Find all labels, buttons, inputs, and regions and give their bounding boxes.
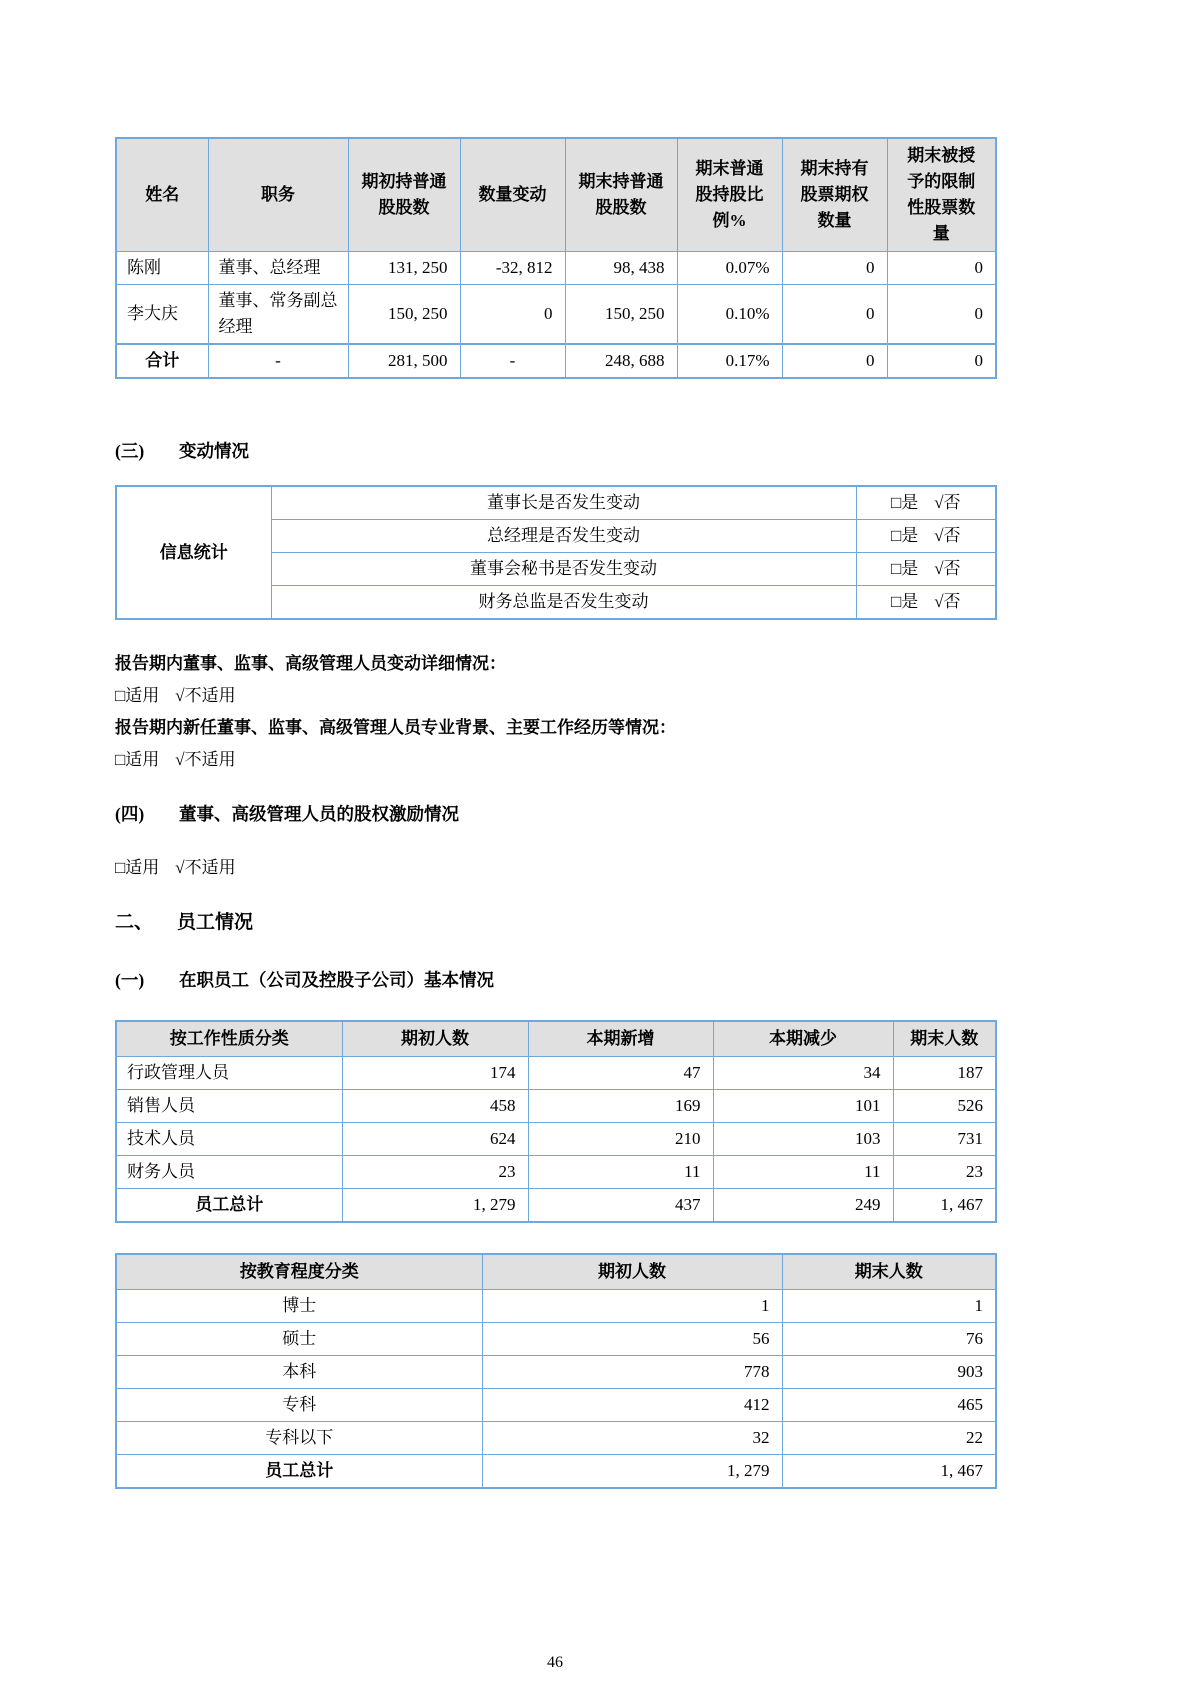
chapter-title: 员工情况 — [177, 912, 254, 933]
checkbox-applicable: □适用 — [115, 686, 160, 705]
table-cell: 0.07% — [677, 252, 782, 285]
table-cell — [856, 586, 996, 620]
table-cell: 169 — [528, 1090, 713, 1123]
column-header: 本期新增 — [528, 1021, 713, 1057]
table-cell: 210 — [528, 1123, 713, 1156]
table-cell: 76 — [782, 1323, 996, 1356]
column-header: 姓名 — [116, 138, 208, 252]
table-cell: 150, 250 — [565, 285, 677, 345]
table-cell: 465 — [782, 1389, 996, 1422]
table-total-row — [116, 344, 996, 378]
shareholding-table — [115, 137, 997, 379]
table-row — [116, 1422, 996, 1455]
section-title: 董事、高级管理人员的股权激励情况 — [179, 804, 459, 824]
column-header: 期初持普通股股数 — [348, 138, 460, 252]
table-cell: 行政管理人员 — [116, 1057, 342, 1090]
note-line: 报告期内董事、监事、高级管理人员变动详细情况： — [115, 654, 506, 673]
section-title: 变动情况 — [179, 441, 249, 461]
table-cell: 458 — [342, 1090, 528, 1123]
check-not-applicable: √不适用 — [175, 858, 236, 877]
table-cell: 281, 500 — [348, 344, 460, 378]
staff-by-function-table — [115, 1020, 997, 1223]
applicability-line — [115, 680, 995, 712]
table-header-row — [116, 1254, 996, 1290]
table-cell: 董事会秘书是否发生变动 — [271, 553, 856, 586]
check-no: √否 — [934, 493, 961, 512]
checkbox-yes: □是 — [890, 592, 919, 611]
table-cell: 22 — [782, 1422, 996, 1455]
table-row — [116, 486, 996, 520]
table-cell: 778 — [482, 1356, 782, 1389]
table-total-row — [116, 1189, 996, 1223]
column-header: 期初人数 — [342, 1021, 528, 1057]
section-number: (三) — [115, 441, 145, 461]
table-cell: 98, 438 — [565, 252, 677, 285]
table-cell: 174 — [342, 1057, 528, 1090]
applicability-line — [115, 852, 995, 884]
table-cell: 34 — [713, 1057, 893, 1090]
table-cell: 0 — [782, 285, 887, 345]
table-cell: 412 — [482, 1389, 782, 1422]
column-header: 期末持有股票期权数量 — [782, 138, 887, 252]
table-cell: 董事长是否发生变动 — [271, 486, 856, 520]
table-cell: 0 — [782, 344, 887, 378]
table-header-row — [116, 1021, 996, 1057]
table-row — [116, 252, 996, 285]
section-number: (一) — [115, 970, 145, 990]
table-cell: 56 — [482, 1323, 782, 1356]
table-cell: - — [208, 344, 348, 378]
table-cell: - — [460, 344, 565, 378]
table-cell: 博士 — [116, 1290, 482, 1323]
column-header: 按教育程度分类 — [116, 1254, 482, 1290]
table-cell: 248, 688 — [565, 344, 677, 378]
table-row — [116, 1323, 996, 1356]
table-cell: 1, 279 — [482, 1455, 782, 1489]
table-row — [116, 1057, 996, 1090]
section-heading-staff-basic — [115, 968, 995, 992]
applicability-line — [115, 744, 995, 776]
staff-by-education-table — [115, 1253, 997, 1489]
table-row — [116, 1389, 996, 1422]
column-header: 数量变动 — [460, 138, 565, 252]
table-cell: 硕士 — [116, 1323, 482, 1356]
table-cell — [856, 486, 996, 520]
table-cell: 0 — [782, 252, 887, 285]
table-cell — [856, 553, 996, 586]
checkbox-applicable: □适用 — [115, 858, 160, 877]
table-cell: 526 — [893, 1090, 996, 1123]
table-row — [116, 1090, 996, 1123]
table-cell: 624 — [342, 1123, 528, 1156]
section-heading-change — [115, 439, 995, 463]
table-cell: 32 — [482, 1422, 782, 1455]
table-cell: 731 — [893, 1123, 996, 1156]
table-cell: 员工总计 — [116, 1189, 342, 1223]
column-header: 期末持普通股股数 — [565, 138, 677, 252]
table-cell: 1 — [782, 1290, 996, 1323]
table-cell: 李大庆 — [116, 285, 208, 345]
table-cell: 合计 — [116, 344, 208, 378]
column-header: 期末人数 — [893, 1021, 996, 1057]
table-cell: 专科以下 — [116, 1422, 482, 1455]
column-header: 期末普通股持股比例% — [677, 138, 782, 252]
section-number: (四) — [115, 804, 145, 824]
table-cell: 249 — [713, 1189, 893, 1223]
table-cell: -32, 812 — [460, 252, 565, 285]
table-cell: 0 — [887, 344, 996, 378]
column-header: 按工作性质分类 — [116, 1021, 342, 1057]
check-not-applicable: √不适用 — [175, 686, 236, 705]
table-cell: 0 — [460, 285, 565, 345]
table-cell: 财务人员 — [116, 1156, 342, 1189]
table-cell: 187 — [893, 1057, 996, 1090]
table-cell: 903 — [782, 1356, 996, 1389]
table-cell: 本科 — [116, 1356, 482, 1389]
table-row — [116, 1156, 996, 1189]
column-header: 期末被授予的限制性股票数量 — [887, 138, 996, 252]
table-cell: 0.17% — [677, 344, 782, 378]
table-total-row — [116, 1455, 996, 1489]
table-header-row — [116, 138, 996, 252]
note-line: 报告期内新任董事、监事、高级管理人员专业背景、主要工作经历等情况： — [115, 718, 676, 737]
checkbox-yes: □是 — [890, 526, 919, 545]
table-cell: 销售人员 — [116, 1090, 342, 1123]
chapter-number: 二、 — [115, 912, 154, 933]
checkbox-yes: □是 — [890, 559, 919, 578]
table-cell: 1 — [482, 1290, 782, 1323]
table-cell — [856, 520, 996, 553]
page-number: 46 — [547, 1654, 563, 1671]
check-no: √否 — [934, 592, 961, 611]
table-cell: 董事、常务副总经理 — [208, 285, 348, 345]
table-cell: 陈刚 — [116, 252, 208, 285]
table-cell: 101 — [713, 1090, 893, 1123]
check-not-applicable: √不适用 — [175, 750, 236, 769]
document-page — [115, 0, 995, 1672]
table-row — [116, 285, 996, 345]
table-cell: 0 — [887, 252, 996, 285]
table-cell: 财务总监是否发生变动 — [271, 586, 856, 620]
section-heading-incentive — [115, 802, 995, 826]
table-cell: 23 — [342, 1156, 528, 1189]
table-cell: 0.10% — [677, 285, 782, 345]
table-cell: 150, 250 — [348, 285, 460, 345]
table-cell: 1, 279 — [342, 1189, 528, 1223]
column-header: 期初人数 — [482, 1254, 782, 1290]
column-header: 期末人数 — [782, 1254, 996, 1290]
column-header: 职务 — [208, 138, 348, 252]
check-no: √否 — [934, 559, 961, 578]
checkbox-yes: □是 — [890, 493, 919, 512]
table-cell: 103 — [713, 1123, 893, 1156]
table-cell: 23 — [893, 1156, 996, 1189]
table-cell: 员工总计 — [116, 1455, 482, 1489]
table-cell: 437 — [528, 1189, 713, 1223]
change-status-table — [115, 485, 997, 620]
table-row — [116, 1123, 996, 1156]
notes-block — [115, 648, 995, 776]
check-no: √否 — [934, 526, 961, 545]
table-cell: 0 — [887, 285, 996, 345]
table-cell: 董事、总经理 — [208, 252, 348, 285]
table-row — [116, 1290, 996, 1323]
table-cell: 总经理是否发生变动 — [271, 520, 856, 553]
table-row — [116, 1356, 996, 1389]
table-cell: 技术人员 — [116, 1123, 342, 1156]
chapter-heading-staff — [115, 910, 995, 936]
column-header: 本期减少 — [713, 1021, 893, 1057]
section-title: 在职员工（公司及控股子公司）基本情况 — [179, 970, 494, 990]
table-cell: 11 — [713, 1156, 893, 1189]
table-cell: 1, 467 — [893, 1189, 996, 1223]
table-cell: 47 — [528, 1057, 713, 1090]
row-group-label: 信息统计 — [116, 486, 271, 619]
table-cell: 专科 — [116, 1389, 482, 1422]
checkbox-applicable: □适用 — [115, 750, 160, 769]
table-cell: 1, 467 — [782, 1455, 996, 1489]
table-cell: 11 — [528, 1156, 713, 1189]
table-cell: 131, 250 — [348, 252, 460, 285]
